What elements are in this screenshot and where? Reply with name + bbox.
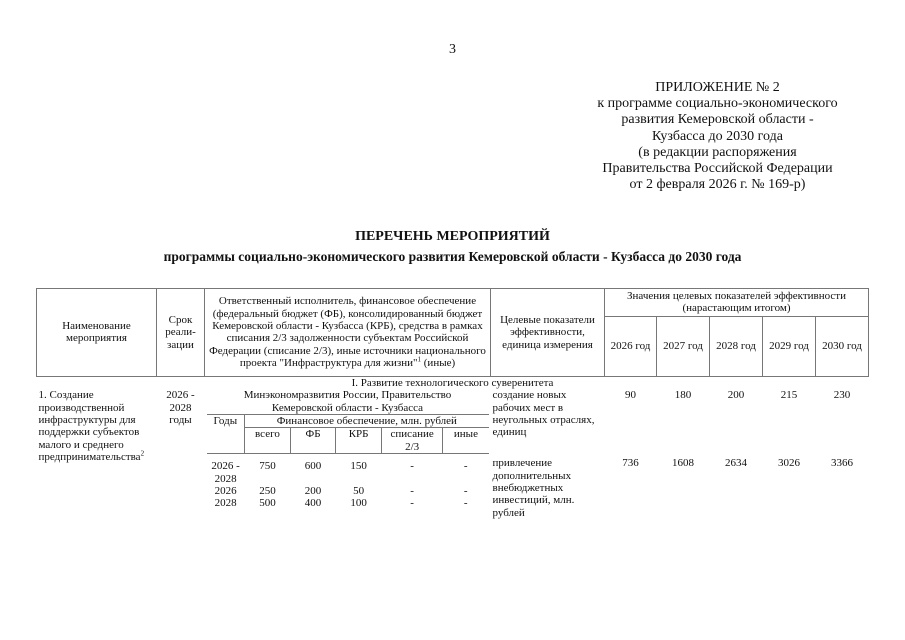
finance-row <box>207 497 489 509</box>
measure-executor-finance <box>205 389 491 519</box>
header-term: Срок реали-зации <box>157 289 205 377</box>
document-title: ПЕРЕЧЕНЬ МЕРОПРИЯТИЙ <box>355 229 550 244</box>
appendix-line: к программе социально-экономического <box>597 96 838 112</box>
fin-header-total: всего <box>245 428 291 454</box>
fin-header-years: Годы <box>207 415 245 454</box>
fin-years: 2028 <box>214 497 237 510</box>
section-heading: I. Развитие технологического суверенитета <box>351 376 554 389</box>
fin-header-krb: КРБ <box>336 428 382 454</box>
fin-other: - <box>463 485 468 498</box>
indicator-values-2028: 200 2634 <box>725 389 747 470</box>
appendix-line: (в редакции распоряжения <box>638 144 797 160</box>
fin-header-other: иные <box>443 428 489 454</box>
indicator-values-2029: 215 3026 <box>778 389 800 470</box>
fin-total: 500 <box>259 497 276 510</box>
measure-indicators <box>491 389 605 519</box>
appendix-block <box>560 80 875 193</box>
appendix-line: развития Кемеровской области - <box>621 112 814 128</box>
appendix-heading: ПРИЛОЖЕНИЕ № 2 <box>655 80 780 95</box>
fin-other: - <box>463 460 468 473</box>
footnote-mark: 1 <box>417 355 422 364</box>
fin-fb: 400 <box>304 497 322 510</box>
table-row <box>37 389 869 519</box>
executor-name: Минэкономразвития России, Правительство Кемеровской области - Кузбасса <box>243 389 452 414</box>
fin-krb: 100 <box>350 497 367 510</box>
indicator-label: привлечение дополнительных внебюджетных инвестиций, млн. рублей <box>492 457 575 519</box>
fin-fb: 200 <box>304 485 322 498</box>
finance-row <box>207 460 489 485</box>
fin-fb: 600 <box>304 460 322 473</box>
fin-years: 2026 <box>214 485 237 498</box>
fin-header-write-off: списание 2/3 <box>381 428 442 454</box>
header-year: 2026 год <box>605 316 657 376</box>
document-subtitle: программы социально-экономического развития Кемеровской области - Кузбасса до 2030 года <box>163 249 742 264</box>
measures-table <box>36 288 869 519</box>
fin-other: - <box>463 497 468 510</box>
fin-krb: 50 <box>353 485 365 498</box>
fin-total: 250 <box>259 485 276 498</box>
indicator-label: создание новых рабочих мест в неугольных отраслях, единиц <box>492 389 595 439</box>
fin-years: 2026 - 2028 <box>211 460 240 485</box>
fin-write-off: - <box>410 485 414 498</box>
fin-write-off: - <box>410 497 414 510</box>
header-indicators: Целевые показатели эффективности, единица измерения <box>491 289 605 377</box>
header-year: 2029 год <box>763 316 816 376</box>
footnote-mark: 2 <box>140 449 145 458</box>
header-values-group: Значения целевых показателей эффективности (нарастающим итогом) <box>605 289 869 317</box>
appendix-line: Правительства Российской Федерации <box>602 161 833 177</box>
header-year: 2030 год <box>816 316 869 376</box>
page-number: 3 <box>449 42 456 57</box>
header-year: 2027 год <box>657 316 710 376</box>
fin-caption: Финансовое обеспечение, млн. рублей <box>245 415 489 428</box>
finance-table <box>207 414 489 510</box>
indicator-values-2027: 180 1608 <box>672 389 694 470</box>
indicator-values-2030: 230 3366 <box>831 389 854 470</box>
appendix-line: от 2 февраля 2026 г. № 169-р) <box>629 177 806 193</box>
header-executor: Ответственный исполнитель, финансовое обеспечение (федеральный бюджет (ФБ), консолидированный бюджет Кемеровской области - Кузбасса (КРБ), средства в рамках списания 2/3 задолженности субъектам Российской Федерации (списание 2/3), иные источники национального проекта "Инфраструктура для жизни"$^1$ (иные) <box>205 289 491 377</box>
fin-krb: 150 <box>350 460 367 473</box>
header-year: 2028 год <box>710 316 763 376</box>
finance-row <box>207 485 489 497</box>
fin-total: 750 <box>259 460 276 473</box>
header-name: Наименование мероприятия <box>37 289 157 377</box>
measures-table-wrapper <box>36 288 868 519</box>
measure-term: 2026 - 2028 годы <box>166 389 195 427</box>
fin-write-off: - <box>410 460 414 473</box>
measure-name: 1. Создание производственной инфраструктуры для поддержки субъектов малого и среднего предпринимательства$^2$ <box>38 389 145 464</box>
appendix-line: Кузбасса до 2030 года <box>652 128 783 144</box>
indicator-values-2026: 90 736 <box>622 389 639 470</box>
fin-header-fb: ФБ <box>290 428 336 454</box>
